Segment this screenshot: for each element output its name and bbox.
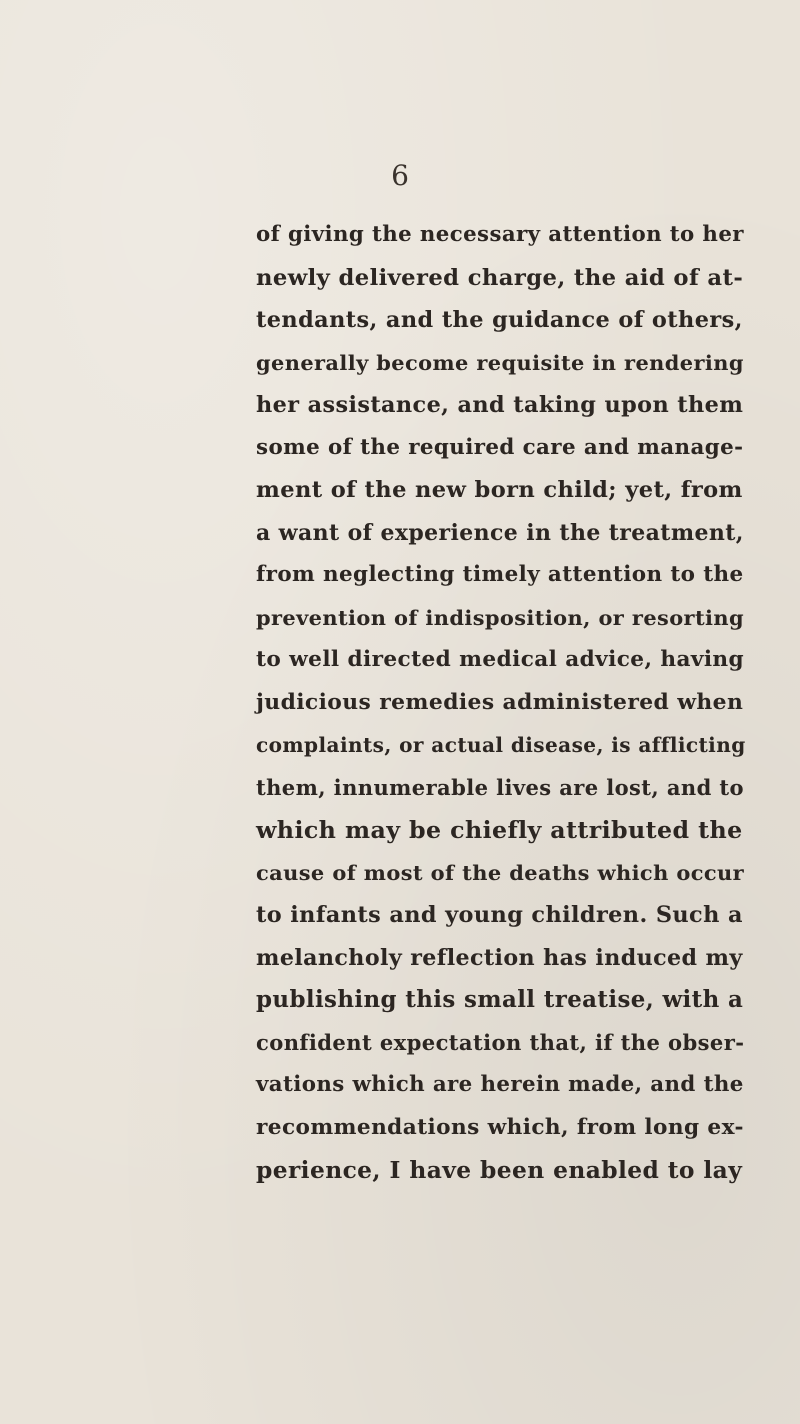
text-line: ment of the new born child; yet, from bbox=[256, 477, 743, 503]
text-line: prevention of indisposition, or resorting bbox=[256, 604, 744, 630]
text-line: of giving the necessary attention to her bbox=[256, 222, 744, 247]
text-line: cause of most of the deaths which occur bbox=[256, 859, 745, 885]
text-line: publishing this small treatise, with a bbox=[256, 986, 744, 1013]
text-line: to well directed medical advice, having bbox=[256, 647, 745, 672]
text-line: from neglecting timely attention to the bbox=[256, 562, 744, 587]
text-line: which may be chiefly attributed the bbox=[256, 816, 743, 844]
text-line: to infants and young children. Such a bbox=[256, 902, 743, 928]
text-line: generally become requisite in rendering bbox=[256, 349, 744, 375]
text-line: judicious remedies administered when bbox=[256, 689, 744, 715]
text-line: them, innumerable lives are lost, and to bbox=[256, 774, 744, 800]
text-line: her assistance, and taking upon them bbox=[256, 392, 744, 418]
text-line: perience, I have been enabled to lay bbox=[256, 1156, 743, 1184]
text-line: melancholy reflection has induced my bbox=[256, 944, 743, 971]
text-line: tendants, and the guidance of others, bbox=[256, 307, 743, 333]
body-text bbox=[256, 214, 746, 1192]
text-line: newly delivered charge, the aid of at- bbox=[256, 264, 744, 291]
page-number: 6 bbox=[391, 159, 409, 192]
text-line: a want of experience in the treatment, bbox=[256, 519, 744, 546]
text-line: confident expectation that, if the obser- bbox=[256, 1029, 745, 1055]
text-line: complaints, or actual disease, is afflicting bbox=[256, 733, 746, 757]
text-line: some of the required care and manage- bbox=[256, 434, 744, 460]
text-line: vations which are herein made, and the bbox=[256, 1072, 744, 1097]
text-line: recommendations which, from long ex- bbox=[256, 1114, 744, 1140]
